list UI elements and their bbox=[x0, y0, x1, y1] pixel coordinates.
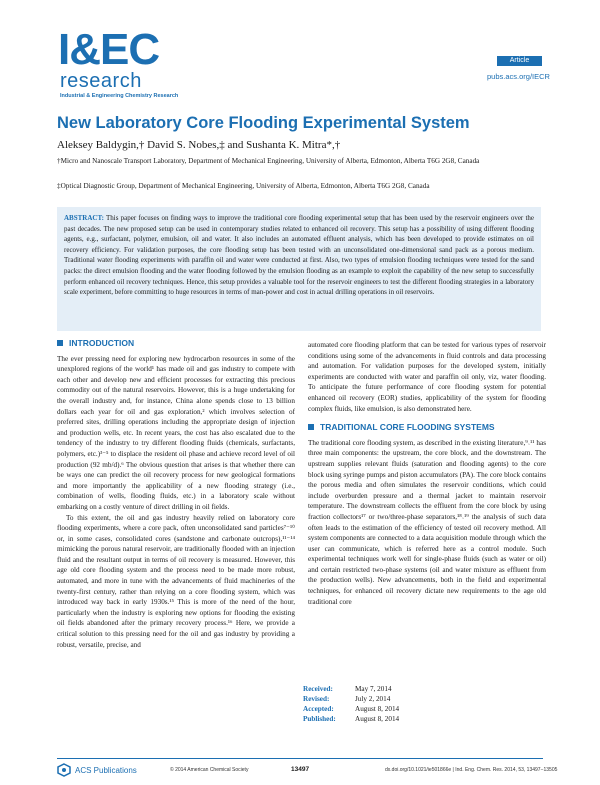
journal-tagline: Industrial & Engineering Chemistry Research bbox=[60, 93, 179, 99]
abstract-box bbox=[57, 207, 541, 331]
section-heading-traditional bbox=[308, 422, 546, 433]
author-list: Aleksey Baldygin,† David S. Nobes,‡ and Sushanta K. Mitra*,† bbox=[57, 139, 341, 151]
journal-logo: I&EC bbox=[58, 25, 160, 74]
abstract-text: This paper focuses on finding ways to improve the traditional core flooding experimental setup that has been used by the reservoir engineers over the past decades. The new proposed setup can be used in contemporary studies related to enhanced oil recovery. This setup has a possibility of using different flooding agents, e.g., surfactant, polymer, emulsion, oil and water. It also includes an automated effluent analysis, which has been developed to provide estimates on oil recovery efficiency. For validation purposes, the core flooding setup has been tested with an unconsolidated one-dimensional sand pack as a porous medium. Traditional water flooding experiments with paraffin oil and water were conducted at first. Also, two types of emulsion flooding techniques were tested for the sand packs: the direct emulsion flooding and the water flooding followed by the emulsion flooding as an example to exploit the capability of the new setup to successfully perform enhanced oil recovery techniques. Hence, this setup provides a valuable tool for the reservoir engineers to test the different flooding strategies in a laboratory scale experiment, before committing to huge resources in terms of man-power and cost in actual drilling operations in oil reservoirs. bbox=[64, 214, 534, 297]
section-heading-text: INTRODUCTION bbox=[69, 338, 135, 348]
acs-publications-logo[interactable]: ACS Publications bbox=[57, 763, 137, 777]
paragraph: The ever pressing need for exploring new hydrocarbon resources in some of the unexplored regions of the world¹ has made oil and gas industry to compete with each other and develop new and efficient processes for extracting this precious commodity out of the natural reservoirs. However, this is a huge undertaking for the overall industry and, for instance, China alone spends close to 13 billion dollars each year for oil and gas exploration,² which involves selection of preferred sites, drilling operations including the appropriate design of injection and production wells, etc. In recent years, the cost has also escalated due to the tendency of the industry to try different flooding fluids (chemicals, surfactants, polymers, etc.)³⁻⁵ to displace the resident oil phase and achieve record level of oil production (92 mb/d).⁶ The obvious question that arises is that whether there can be ways one can predict the oil recovery process for new geological formations and more importantly the applicability of a new flooding strategy (i.e., combination of wells, flooding fluids, etc.) in a laboratory scale without embarking on a costly venture of direct drilling in oil fields. bbox=[57, 354, 295, 511]
paragraph: To this extent, the oil and gas industry heavily relied on laboratory core flooding experiments, where a core pack, often unconsolidated sand particles⁷⁻¹⁰ or, in some cases, consolidated cores (sandstone and carbonate outcrops),¹¹⁻¹⁴ mimicking the porous natural reservoir, are traditionally flooded with an injection fluid and the resultant output in terms of oil recovery is measured. However, this age old core flooding system and the process need to be made more robust, automated, and more in tune with the advancements of fluid machineries of the twenty-first century, rather than relying on a core flooding system, which was introduced way back in early 1930s.¹⁵ This is more of the need of the hour, particularly when the industry is exploring new options for flooding the existing oil fields abandoned after the primary recovery process.¹⁶ Here, we provide a critical solution to this pressing need for the oil and gas industry by providing a robust, versatile, precise, and bbox=[57, 513, 295, 649]
page-number: 13497 bbox=[291, 766, 310, 773]
abstract-label: ABSTRACT: bbox=[64, 214, 104, 222]
date-received: Received: May 7, 2014 bbox=[303, 685, 392, 693]
section-square-icon bbox=[308, 424, 314, 430]
article-dates bbox=[303, 684, 399, 724]
affiliation-1: †Micro and Nanoscale Transport Laboratory, Department of Mechanical Engineering, University of Alberta, Edmonton, Alberta T6G 2G8, Canada bbox=[57, 157, 480, 165]
journal-logo-sub: research bbox=[60, 70, 142, 92]
copyright-notice: © 2014 American Chemical Society bbox=[170, 767, 249, 773]
section-heading-introduction bbox=[57, 338, 295, 349]
paragraph: The traditional core flooding system, as described in the existing literature,⁹˒¹¹ has three main components: the upstream, the core block, and the downstream. The upstream supplies relevant fluids (saturation and flooding agents) to the core block using syringe pumps and piston accumulators (PA). The core block contains the porous media and often simulates the reservoir conditions, which could include overburden pressure and a thermal jacket to maintain reservoir temperature. The downstream collects the effluent from the core block by using fraction collectors¹⁷ or two/three-phase separators,¹⁸˒¹⁹ the analysis of such data often leads to the estimation of the efficiency of tested oil recovery method. All system components are connected to a data acquisition module through which the user can communicate, which is referred here as a control module. Such experimental techniques work well for single-phase fluids (such as water or oil) and certain restricted two-phase systems (oil and water mixture as effluent from the production wells). New advancements, both in the field and experimental techniques, for enhanced oil recovery dictate new requirements to the age old traditional core bbox=[308, 438, 546, 606]
section-heading-text: TRADITIONAL CORE FLOODING SYSTEMS bbox=[320, 422, 495, 433]
left-column bbox=[57, 338, 295, 650]
citation-doi-link[interactable]: dx.doi.org/10.1021/ie501866e | Ind. Eng. Chem. Res. 2014, 53, 13497−13505 bbox=[385, 767, 558, 773]
journal-url-link[interactable]: pubs.acs.org/IECR bbox=[487, 72, 550, 81]
article-type-badge: Article bbox=[497, 56, 542, 66]
paragraph: automated core flooding platform that can be tested for various types of reservoir conditions using some of the advancements in fluid controls and data processing and automation. For validation purposes for the developed system, initially experiments are conducted with water and paraffin oil only, viz, water flooding. To anticipate the future performance of core flooding system for potential enhanced oil recovery (EOR) studies, applicability of the system for flooding complex fluids, like emulsion, is also demonstrated here. bbox=[308, 341, 546, 413]
date-published: Published: August 8, 2014 bbox=[303, 715, 400, 723]
section-square-icon bbox=[57, 340, 63, 346]
date-accepted: Accepted: August 8, 2014 bbox=[303, 705, 400, 713]
paper-title: New Laboratory Core Flooding Experimental System bbox=[57, 114, 470, 132]
affiliation-2: ‡Optical Diagnostic Group, Department of Mechanical Engineering, University of Alberta, Edmonton, Alberta T6G 2G8, Canada bbox=[57, 182, 430, 190]
footer-divider bbox=[57, 758, 543, 759]
right-column bbox=[308, 340, 546, 607]
acs-hexagon-icon bbox=[57, 763, 71, 777]
date-revised: Revised: July 2, 2014 bbox=[303, 695, 391, 703]
